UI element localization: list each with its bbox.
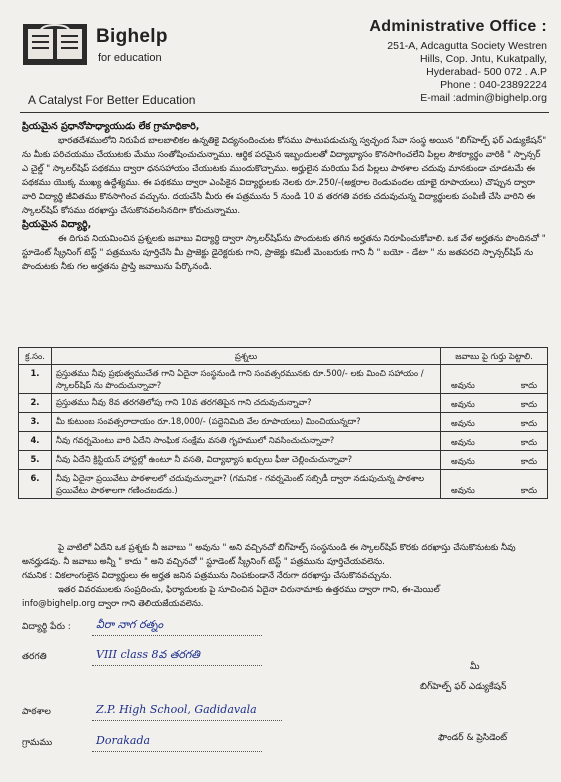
student-name-label: విద్యార్థి పేరు : (22, 622, 71, 632)
address-line-2: Hills, Cop. Jntu, Kukatpally, (419, 53, 547, 65)
letter-top (22, 120, 547, 274)
table-row (19, 394, 548, 413)
no-option[interactable]: కాదు (520, 418, 537, 428)
village-label: గ్రామము (22, 738, 53, 748)
contact-note: ఇతర వివరములకు సంప్రదించు, ఫిర్యాదులకు పై సూచించిన ఏదైనా చిరునామాకు ఉత్తరము ద్వారా గాని, ఈ-మెయిల్ (58, 585, 440, 595)
brand-subtitle: for education (98, 52, 162, 64)
yes-option[interactable]: అవును (451, 485, 475, 495)
yes-option[interactable]: అవును (451, 380, 475, 390)
row-number: 3. (19, 413, 52, 432)
email: E-mail :admin@bighelp.org (420, 92, 547, 104)
tagline: A Catalyst For Better Education (28, 93, 196, 107)
header-divider (20, 112, 549, 113)
class-fill-line (92, 664, 262, 666)
row-question: ప్రస్తుతము నీవు 8వ తరగతిలోపు గాని 10వ తరగతిపైన గాని చదువుచున్నావా? (52, 394, 441, 413)
disability-note: గమనిక : వికలాంగులైన విద్యార్థులు ఈ అర్హత జనిన పత్రమును నింపకుండానే నేరుగా దరఖాస్తు చేసుకొనవచ్చును. (22, 571, 392, 581)
table-row (19, 451, 548, 470)
sign-org: బిగ్‌హెల్ప్ ఫర్ ఎడ్యుకేషన్ (420, 682, 507, 692)
no-option[interactable]: కాదు (520, 456, 537, 466)
phone: Phone : 040-23892224 (440, 79, 547, 91)
yes-option[interactable]: అవును (451, 456, 475, 466)
row-number: 1. (19, 365, 52, 394)
address-line-1: 251-A, Adcagutta Society Westren (387, 40, 547, 52)
yes-option[interactable]: అవును (451, 418, 475, 428)
class-value[interactable]: VIII class 8వ తరగతి (96, 648, 200, 661)
student-name-value[interactable]: వీరా నాగ రత్నం (96, 618, 164, 631)
no-option[interactable]: కాదు (520, 437, 537, 447)
row-question: నీవు ఏదైనా ప్రయివేటు పాఠశాలలో చదువుచున్నావా? (గమనిక - గవర్నమెంట్ సబ్సిడీ ద్వారా నడుపుచున్న పాఠశాల ప్రయివేటు పాఠశాలగా గణించబడదు.) (52, 470, 441, 499)
village-value[interactable]: Dorakada (96, 734, 151, 747)
row-number: 2. (19, 394, 52, 413)
salutation-student: ప్రియమైన విద్యార్థి, (22, 219, 92, 230)
class-label: తరగతి (22, 652, 47, 662)
salutation-headmaster: ప్రియమైన ప్రధానోపాధ్యాయుడు లేక గ్రామాధికారి, (22, 121, 200, 132)
eligibility-table (18, 347, 548, 499)
intro-paragraph: భారతదేశములోని నిరుపేద బాలబాలికల ఉన్నతికై విద్యనందించుట కోసము పాటుపడుచున్న స్వచ్ఛంద సేవా సంస్థ అయిన "బిగ్‌హెల్ప్ ఫర్ ఎడ్యుకేషన్" ను మీకు పరిచయము చేయుటకు మేము సంతోషించుచున్నాము. ఆర్థిక పరమైన ఇబ్బందులతో విద్యాభ్యాసం కొనసాగించలేని పిల్లల సౌకర్యార్థం వారికి " స్పాన్సర్ ఎ చైల్డ్ " స్కాలర్‌షిప్ పథకము ద్వారా ధనసహాయం చేయుటకు ముందుకొచ్చాము. అర్హులైన మరియు పేద పిల్లలు పాఠశాల చదువు మానకుండా చూడటమే ఈ పథకము యొక్క ముఖ్య ఉద్దేశ్యము. ఈ పథకము ద్వారా ఎంపికైన విద్యార్థులకు నెలకు రూ.250/-(అక్షరాల రెండువందల యాభై రూపాయలు) చొప్పున ద్వారా వారి విద్యార్థి జీవితము కొనసాగించ వచ్చును. దయచేసి మీరు ఈ పత్రమును 5 నుండి 10 వ తరగతి వరకు చదువుచున్న విద్యార్థులకు పంపిణీ చేసి వారిని ఈ స్కాలర్‌షిప్ కోసము దరఖాస్తు చేసుకొనవలసినదిగా కోరుచున్నాము. (22, 136, 547, 216)
no-option[interactable]: కాదు (520, 380, 537, 390)
row-question: ప్రస్తుతము నీవు ప్రభుత్వముచేత గాని ఏదైనా సంస్థనుండి గాని సంవత్సరమునకు రూ.500/- లకు మించి సహాయం / స్కాలర్‌షిప్ ను పొందుచున్నావా? (52, 365, 441, 394)
row-number: 4. (19, 432, 52, 451)
office-address-block (297, 18, 547, 105)
col-question: ప్రశ్నలు (52, 348, 441, 365)
table-header (19, 348, 548, 365)
letter-bottom (22, 541, 547, 611)
row-question: మీ కుటుంబ సంవత్సరాదాయం రూ.18,000/- (పద్దెనిమిది వేల రూపాయలు) మించియున్నదా? (52, 413, 441, 432)
school-value[interactable]: Z.P. High School, Gadidavala (96, 703, 257, 716)
row-number: 6. (19, 470, 52, 499)
table-row (19, 432, 548, 451)
address-line-3: Hyderabad- 500 072 . A.P (426, 66, 547, 78)
contact-email-line: info@bighelp.org ద్వారా గాని తెలియజేయవలెను. (22, 599, 204, 609)
instruction-paragraph: ఈ దిగువ నియమించిన ప్రశ్నలకు జవాబు విద్యార్థి ద్వారా స్కాలర్‌షిప్‌ను పొందుటకు తగిన అర్హతను నిరూపించుకోవాలి. ఒక వేళ అర్హతను పొందినచో " స్టూడెంట్ స్క్రీనింగ్ టెస్ట్ " పత్రమును పూర్తిచేసి మీ ప్రాజెక్టు డైరెక్టరుకు గాని, ప్రాజెక్టు కమిటీ మెంబరుకు గాని నీ " బయో - డేటా " ను జతపరచి స్పాన్సర్‌షిప్ ను పొందుటకు నీకు గల అర్హతను ప్రాప్తి జవాబును పేర్కొనండి. (22, 234, 546, 272)
book-logo-icon (22, 20, 88, 66)
table-row (19, 365, 548, 394)
office-title: Administrative Office : (369, 18, 547, 35)
sign-yours: మీ (470, 662, 480, 672)
name-fill-line (92, 634, 262, 636)
sign-title: ఫౌండర్ & ప్రెసిడెంట్ (438, 733, 508, 743)
table-row (19, 470, 548, 499)
village-fill-line (92, 750, 262, 752)
no-option[interactable]: కాదు (520, 485, 537, 495)
yes-option[interactable]: అవును (451, 437, 475, 447)
row-question: నీవు ఏదేని క్రిస్టియన్ హాస్టల్లో ఉంటూ నీ వసతి, విద్యాభ్యాస ఖర్చులు ఫీజు చెల్లించుచున్నావా? (52, 451, 441, 470)
school-fill-line (92, 719, 282, 721)
school-label: పాఠశాల (22, 707, 51, 717)
eligibility-note: పై వాటిలో ఏదేని ఒక ప్రశ్నకు నీ జవాబు " అవును " అని వచ్చినచో బిగ్‌హెల్ప్ సంస్థనుండి ఈ స్కాలర్‌షిప్ కొరకు దరఖాస్తు చేసుకొనుటకు నీవు అనర్హుడవు. నీ జవాబు అన్నీ " కాదు " అని వచ్చినచో " స్టూడెంట్ స్క్రీనింగ్ టెస్ట్ " పత్రమును పూర్తిచేయవలెను. (22, 543, 516, 567)
row-number: 5. (19, 451, 52, 470)
no-option[interactable]: కాదు (520, 399, 537, 409)
col-number: క్ర.సం. (19, 348, 52, 365)
col-answer: జవాబు పై గుర్తు పెట్టాలి. (441, 348, 548, 365)
row-question: నీవు గవర్నమెంటు వారి ఏదేని సాంఘిక సంక్షేమ వసతి గృహములో నివసించుచున్నావా? (52, 432, 441, 451)
table-row (19, 413, 548, 432)
yes-option[interactable]: అవును (451, 399, 475, 409)
brand-name: Bighelp (96, 26, 168, 47)
